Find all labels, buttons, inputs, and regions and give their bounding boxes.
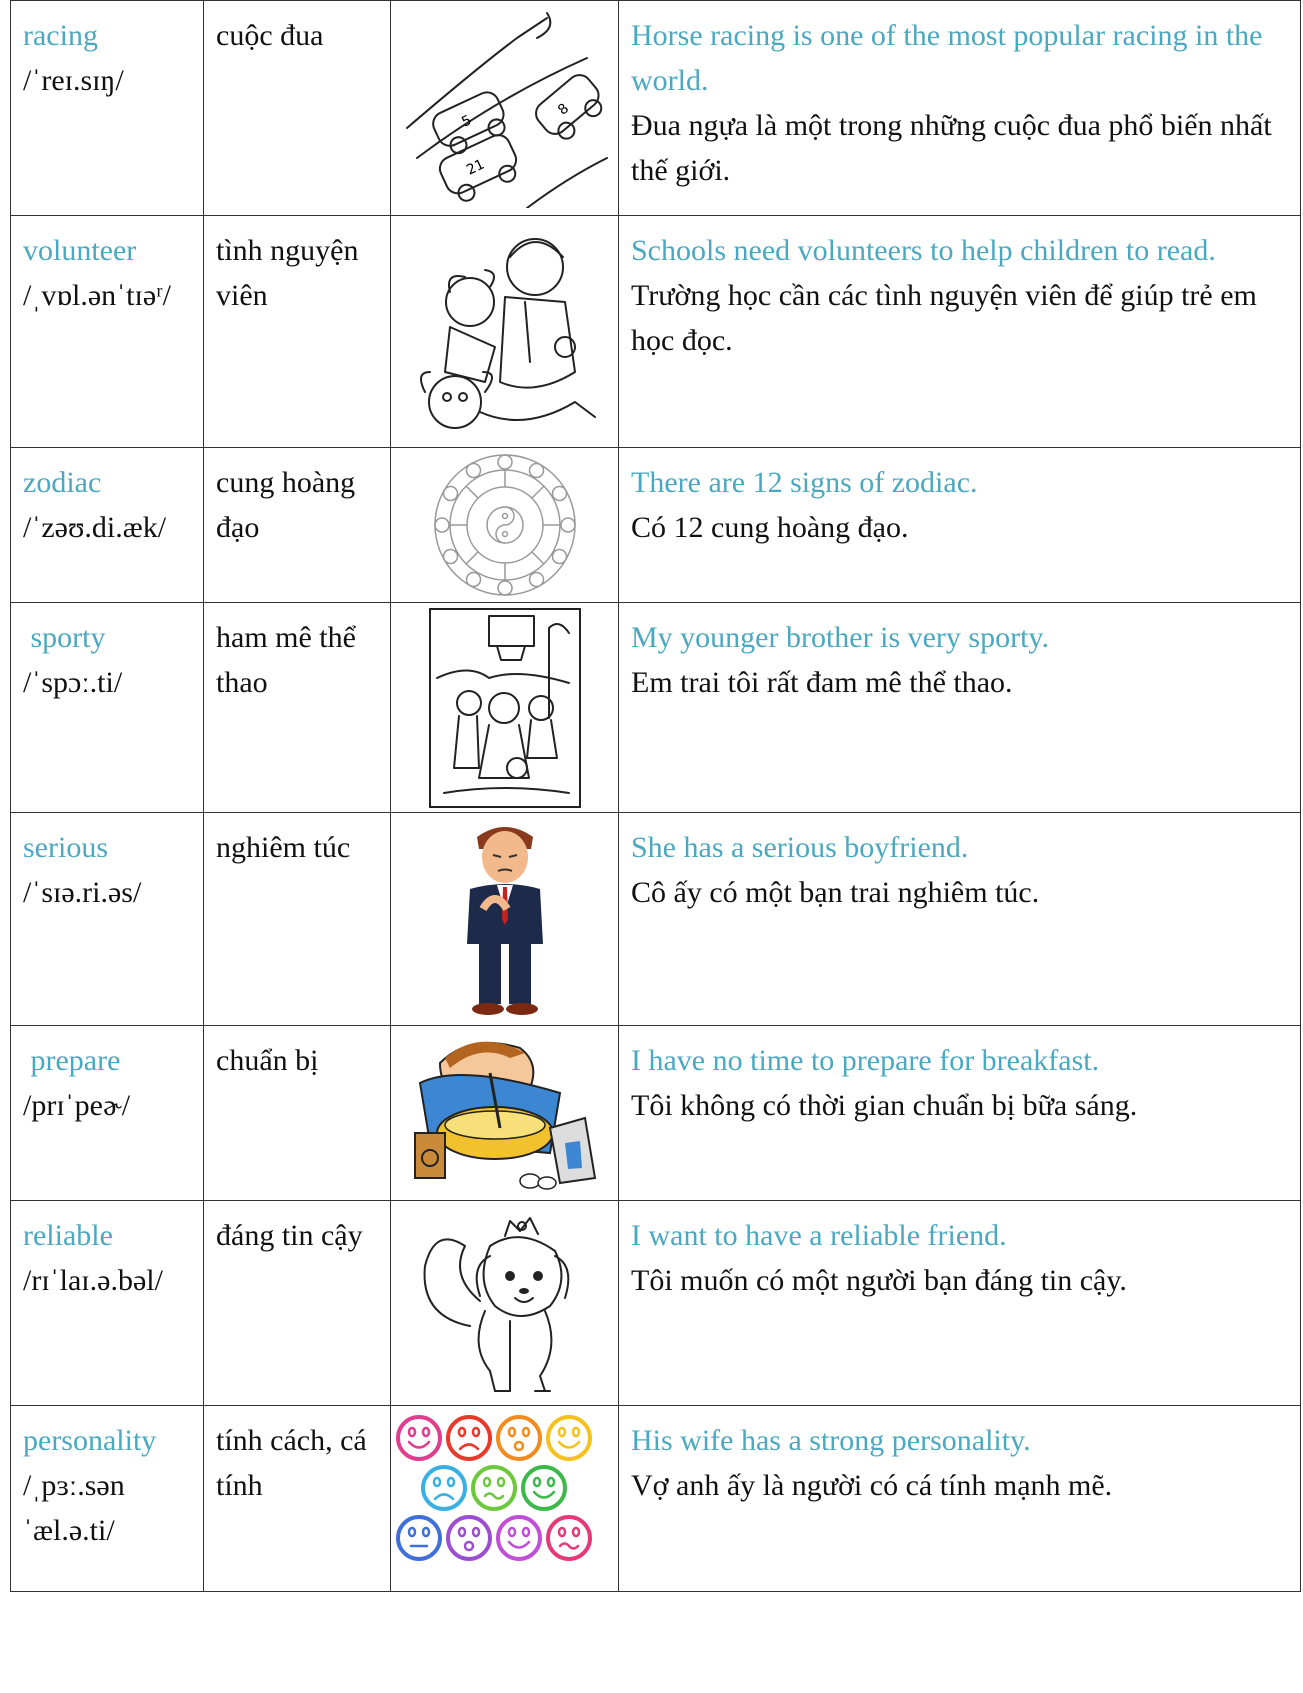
emoji-face-icon xyxy=(448,1517,490,1559)
boy-mixing-bowl-illustration xyxy=(410,1033,600,1193)
example-cell xyxy=(619,216,1301,448)
word-cell xyxy=(11,813,204,1026)
ipa: /ˌpɜː.sən ˈæl.ə.ti/ xyxy=(23,1469,125,1547)
table-row xyxy=(11,1201,1301,1406)
example-vietnamese: Em trai tôi rất đam mê thể thao. xyxy=(631,666,1013,699)
emoji-face-icon xyxy=(548,1417,590,1459)
table-row xyxy=(11,603,1301,813)
word-cell xyxy=(11,1026,204,1201)
meaning-cell: đáng tin cậy xyxy=(204,1201,391,1406)
emoji-face-icon xyxy=(398,1517,440,1559)
puppy-illustration xyxy=(410,1206,600,1401)
example-english: There are 12 signs of zodiac. xyxy=(631,466,978,499)
image-cell xyxy=(391,448,619,603)
emoji-faces-illustration xyxy=(395,1414,617,1564)
example-english: My younger brother is very sporty. xyxy=(631,621,1049,654)
image-cell xyxy=(391,216,619,448)
image-cell xyxy=(391,1201,619,1406)
meaning-cell: cung hoàng đạo xyxy=(204,448,391,603)
meaning-cell: nghiêm túc xyxy=(204,813,391,1026)
example-cell xyxy=(619,1026,1301,1201)
word-cell xyxy=(11,216,204,448)
image-cell xyxy=(391,1026,619,1201)
example-vietnamese: Vợ anh ấy là người có cá tính mạnh mẽ. xyxy=(631,1469,1113,1502)
example-english: His wife has a strong personality. xyxy=(631,1424,1031,1457)
emoji-face-icon xyxy=(498,1417,540,1459)
ipa: /ˈsɪə.ri.əs/ xyxy=(23,876,142,909)
svg-text:21: 21 xyxy=(464,156,488,179)
table-row xyxy=(11,1,1301,216)
ipa: /rɪˈlaɪ.ə.bəl/ xyxy=(23,1264,163,1297)
example-vietnamese: Có 12 cung hoàng đạo. xyxy=(631,511,909,544)
word: volunteer xyxy=(23,234,137,267)
meaning-cell: ham mê thể thao xyxy=(204,603,391,813)
word: zodiac xyxy=(23,466,102,499)
word: serious xyxy=(23,831,108,864)
image-cell xyxy=(391,1406,619,1592)
image-cell xyxy=(391,1,619,216)
ipa: /prɪˈpeɚ/ xyxy=(23,1089,131,1122)
race-cars-illustration xyxy=(397,8,612,208)
emoji-face-icon xyxy=(473,1467,515,1509)
example-vietnamese: Đua ngựa là một trong những cuộc đua phổ biến nhất thế giới. xyxy=(631,109,1272,187)
example-vietnamese: Trường học cần các tình nguyện viên để giúp trẻ em học đọc. xyxy=(631,279,1257,357)
word-cell xyxy=(11,1,204,216)
table-row xyxy=(11,1406,1301,1592)
example-cell xyxy=(619,603,1301,813)
word-cell xyxy=(11,603,204,813)
table-row xyxy=(11,448,1301,603)
example-cell xyxy=(619,1,1301,216)
meaning-cell: tính cách, cá tính xyxy=(204,1406,391,1592)
emoji-face-icon xyxy=(448,1417,490,1459)
example-cell xyxy=(619,1201,1301,1406)
word: racing xyxy=(23,19,98,52)
ipa: /ˈspɔː.ti/ xyxy=(23,666,123,699)
zodiac-wheel-illustration xyxy=(432,452,578,598)
svg-text:8: 8 xyxy=(555,100,573,119)
example-vietnamese: Tôi không có thời gian chuẩn bị bữa sáng. xyxy=(631,1089,1138,1122)
emoji-face-icon xyxy=(398,1417,440,1459)
word-cell xyxy=(11,1406,204,1592)
example-vietnamese: Tôi muốn có một người bạn đáng tin cậy. xyxy=(631,1264,1127,1297)
example-english: I have no time to prepare for breakfast. xyxy=(631,1044,1100,1077)
image-cell xyxy=(391,813,619,1026)
emoji-face-icon xyxy=(498,1517,540,1559)
ipa: /ˈzəʊ.di.æk/ xyxy=(23,511,167,544)
word: personality xyxy=(23,1424,157,1457)
ipa: /ˌvɒl.ənˈtɪəʳ/ xyxy=(23,279,171,312)
table-row xyxy=(11,1026,1301,1201)
word-cell xyxy=(11,448,204,603)
vocabulary-table xyxy=(10,0,1301,1592)
meaning-cell: tình nguyện viên xyxy=(204,216,391,448)
image-cell xyxy=(391,603,619,813)
word: reliable xyxy=(23,1219,113,1252)
example-english: I want to have a reliable friend. xyxy=(631,1219,1007,1252)
table-row xyxy=(11,216,1301,448)
word-cell xyxy=(11,1201,204,1406)
word: sporty xyxy=(23,621,106,654)
emoji-face-icon xyxy=(423,1467,465,1509)
example-english: Schools need volunteers to help children to read. xyxy=(631,234,1216,267)
volunteer-illustration xyxy=(405,222,605,442)
word: prepare xyxy=(23,1044,121,1077)
meaning-cell: chuẩn bị xyxy=(204,1026,391,1201)
svg-text:5: 5 xyxy=(459,112,475,131)
ipa: /ˈreɪ.sɪŋ/ xyxy=(23,64,124,97)
emoji-face-icon xyxy=(523,1467,565,1509)
example-english: She has a serious boyfriend. xyxy=(631,831,969,864)
example-cell xyxy=(619,1406,1301,1592)
example-cell xyxy=(619,813,1301,1026)
example-english: Horse racing is one of the most popular racing in the world. xyxy=(631,19,1263,97)
serious-man-illustration xyxy=(455,819,555,1019)
example-cell xyxy=(619,448,1301,603)
example-vietnamese: Cô ấy có một bạn trai nghiêm túc. xyxy=(631,876,1040,909)
meaning-cell: cuộc đua xyxy=(204,1,391,216)
table-row xyxy=(11,813,1301,1026)
basketball-kids-illustration xyxy=(429,608,581,808)
emoji-face-icon xyxy=(548,1517,590,1559)
